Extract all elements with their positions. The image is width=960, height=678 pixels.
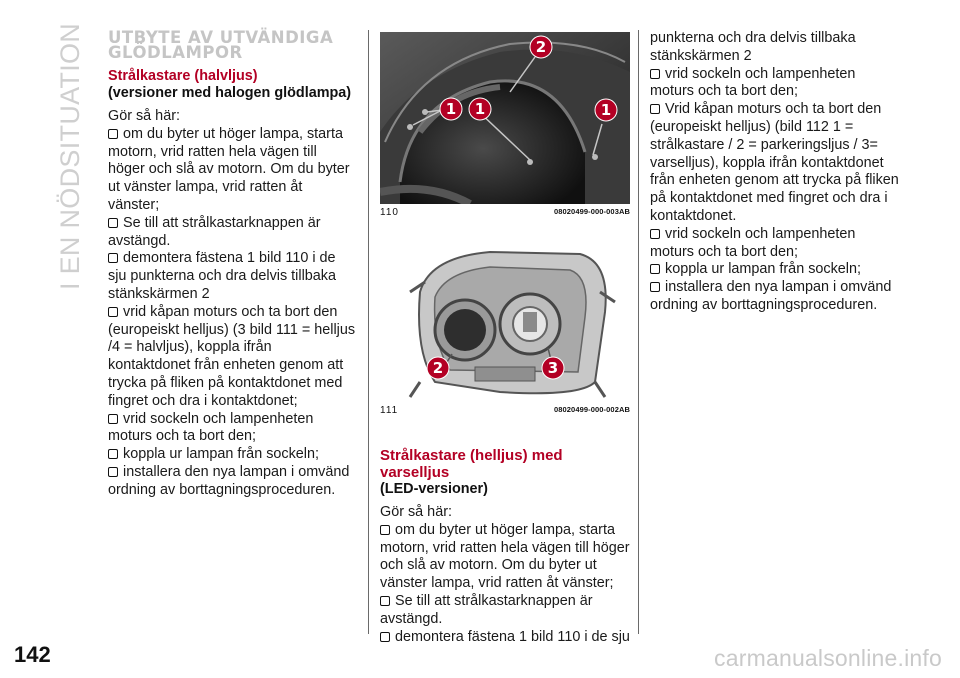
callout-label: 1	[600, 101, 612, 119]
list-item: installera den nya lampan i omvänd ordning av borttagningsproceduren.	[108, 463, 350, 498]
subheading-halogen: (versioner med halogen glödlampa)	[108, 85, 352, 101]
section-title-line1: UTBYTE AV UTVÄNDIGA	[108, 28, 334, 47]
bullet-box-icon	[650, 282, 660, 292]
column-divider	[368, 30, 369, 634]
bullet-box-icon	[108, 253, 118, 263]
figure-111-image	[380, 232, 630, 402]
continuation-text: punkterna och dra delvis tillbaka stänkskärmen 2	[650, 30, 856, 64]
list-item: koppla ur lampan från sockeln;	[650, 261, 900, 279]
bullet-box-icon	[380, 525, 390, 535]
callout-label: 3	[547, 359, 559, 377]
bullet-box-icon	[108, 449, 118, 459]
intro-text: Gör så här:	[380, 504, 452, 520]
list-item: Se till att strålkastarknappen är avstängd.	[380, 592, 593, 627]
figure-110-image	[380, 32, 630, 204]
list-item: koppla ur lampan från sockeln;	[108, 446, 356, 464]
list-item: demontera fästena 1 bild 110 i de sju punkterna och dra delvis tillbaka stänkskärmen 2	[108, 250, 336, 302]
list-item: vrid sockeln och lampenheten moturs och ta bort den;	[108, 410, 314, 445]
bullet-box-icon	[650, 229, 660, 239]
list-item: om du byter ut höger lampa, starta motorn, vrid ratten hela vägen till höger och slå av motorn. Om du byter ut vänster lampa, vrid ratten åt vänster;	[108, 125, 350, 213]
figure-caption	[380, 405, 630, 416]
callout-label: 1	[474, 100, 486, 118]
subheading-low-beam: Strålkastare (halvljus)	[108, 68, 258, 84]
column-middle	[380, 447, 630, 646]
column-left	[108, 30, 356, 500]
bullet-box-icon	[108, 129, 118, 139]
list-item: vrid kåpan moturs och ta bort den (europeiskt helljus) (3 bild 111 = helljus /4 = halvljus), koppla ifrån kontaktdonet från enheten genom att trycka på fliken på kontaktdonet med fingret och dra i kontaktdonet;	[108, 303, 356, 409]
bullet-box-icon	[108, 414, 118, 424]
watermark-link[interactable]: carmanualsonline.info	[714, 645, 942, 671]
list-item: vrid sockeln och lampenheten moturs och ta bort den;	[650, 225, 856, 260]
bullet-box-icon	[380, 632, 390, 642]
figure-number: 110	[380, 207, 399, 218]
list-item: Vrid kåpan moturs och ta bort den (europeiskt helljus) (bild 112 1 = strålkastare / 2 = parkeringsljus / 3= varselljus), koppla ifrån kontaktdonet från enheten genom att trycka på fliken på kontaktdonet med fingret och dra i kontaktdonet.	[650, 101, 899, 224]
figure-111	[380, 232, 630, 416]
column-divider	[638, 30, 639, 634]
list-item: om du byter ut höger lampa, starta motorn, vrid ratten hela vägen till höger och slå av motorn. Om du byter ut vänster lampa, vrid ratten åt vänster;	[380, 521, 630, 592]
bullet-box-icon	[108, 218, 118, 228]
list-item: Se till att strålkastarknappen är avstängd.	[108, 214, 321, 249]
chapter-side-title	[49, 20, 89, 290]
callout-label: 2	[432, 359, 444, 377]
subheading-high-beam: Strålkastare (helljus) med varselljus	[380, 447, 563, 481]
column-right	[650, 30, 900, 315]
bullet-box-icon	[108, 307, 118, 317]
callout-label: 2	[535, 38, 547, 56]
figure-code: 08020499-000-002AB	[553, 405, 630, 414]
section-title	[108, 30, 356, 60]
list-item: demontera fästena 1 bild 110 i de sju	[380, 629, 630, 647]
section-title-line2: GLÖDLAMPOR	[108, 43, 243, 62]
subheading-led: (LED-versioner)	[380, 481, 488, 497]
figure-number: 111	[380, 405, 399, 416]
bullet-box-icon	[650, 264, 660, 274]
chapter-title-text: I EN NÖDSITUATION	[55, 22, 85, 290]
list-item: installera den nya lampan i omvänd ordning av borttagningsproceduren.	[650, 279, 892, 313]
figure-caption	[380, 207, 630, 218]
bullet-box-icon	[108, 467, 118, 477]
figure-code: 08020499-000-003AB	[553, 207, 630, 216]
callout-label: 1	[445, 100, 457, 118]
page-number: 142	[14, 642, 51, 667]
list-item: vrid sockeln och lampenheten moturs och ta bort den;	[650, 65, 856, 100]
intro-text: Gör så här:	[108, 108, 180, 124]
bullet-box-icon	[650, 104, 660, 114]
figure-110	[380, 32, 630, 218]
bullet-box-icon	[380, 596, 390, 606]
bullet-box-icon	[650, 69, 660, 79]
